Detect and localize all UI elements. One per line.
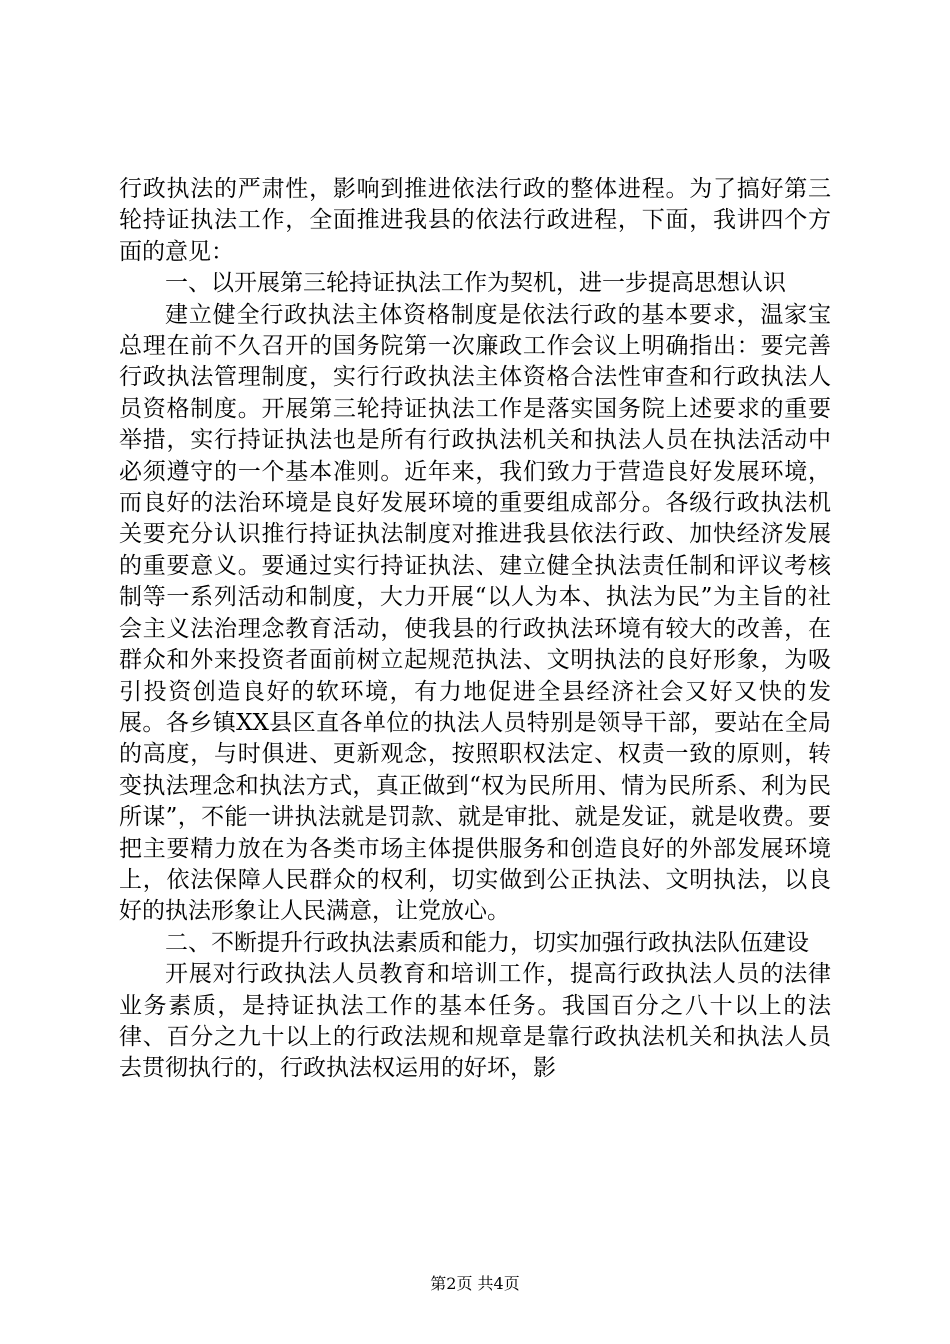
section-heading-2: 二、不断提升行政执法素质和能力，切实加强行政执法队伍建设 (165, 929, 809, 956)
paragraph-intro-continuation: 行政执法的严肃性，影响到推进依法行政的整体进程。为了搞好第三轮持证执法工作，全面推进我县的依法行政进程，下面，我讲四个方面的意见： (119, 176, 831, 265)
paragraph-section-2-body: 开展对行政执法人员教育和培训工作，提高行政执法人员的法律业务素质，是持证执法工作的基本任务。我国百分之八十以上的法律、百分之九十以上的行政法规和规章是靠行政执法机关和执法人员去贯彻执行的，行政执法权运用的好坏，影 (119, 961, 831, 1082)
page-number: 第2页 (430, 1274, 473, 1293)
page-footer (0, 1274, 950, 1294)
section-heading-1: 一、以开展第三轮持证执法工作为契机，进一步提高思想认识 (165, 270, 786, 297)
paragraph-section-1-body: 建立健全行政执法主体资格制度是依法行政的基本要求，温家宝总理在前不久召开的国务院第一次廉政工作会议上明确指出：要完善行政执法管理制度，实行行政执法主体资格合法性审查和行政执法人员资格制度。开展第三轮持证执法工作是落实国务院上述要求的重要举措，实行持证执法也是所有行政执法机关和执法人员在执法活动中必须遵守的一个基本准则。近年来，我们致力于营造良好发展环境，而良好的法治环境是良好发展环境的重要组成部分。各级行政执法机关要充分认识推行持证执法制度对推进我县依法行政、加快经济发展的重要意义。要通过实行持证执法、建立健全执法责任制和评议考核制等一系列活动和制度，大力开展“以人为本、执法为民”为主旨的社会主义法治理念教育活动，使我县的行政执法环境有较大的改善，在群众和外来投资者面前树立起规范执法、文明执法的良好形象，为吸引投资创造良好的软环境，有力地促进全县经济社会又好又快的发展。各乡镇XX县区直各单位的执法人员特别是领导干部，要站在全局的高度，与时俱进、更新观念，按照职权法定、权责一致的原则，转变执法理念和执法方式，真正做到“权为民所用、情为民所系、利为民所谋”，不能一讲执法就是罚款、就是审批、就是发证，就是收费。要把主要精力放在为各类市场主体提供服务和创造良好的外部发展环境上，依法保障人民群众的权利，切实做到公正执法、文明执法，以良好的执法形象让人民满意，让党放心。 (119, 301, 831, 925)
document-body (119, 174, 831, 1085)
page-total: 共4页 (477, 1274, 520, 1293)
